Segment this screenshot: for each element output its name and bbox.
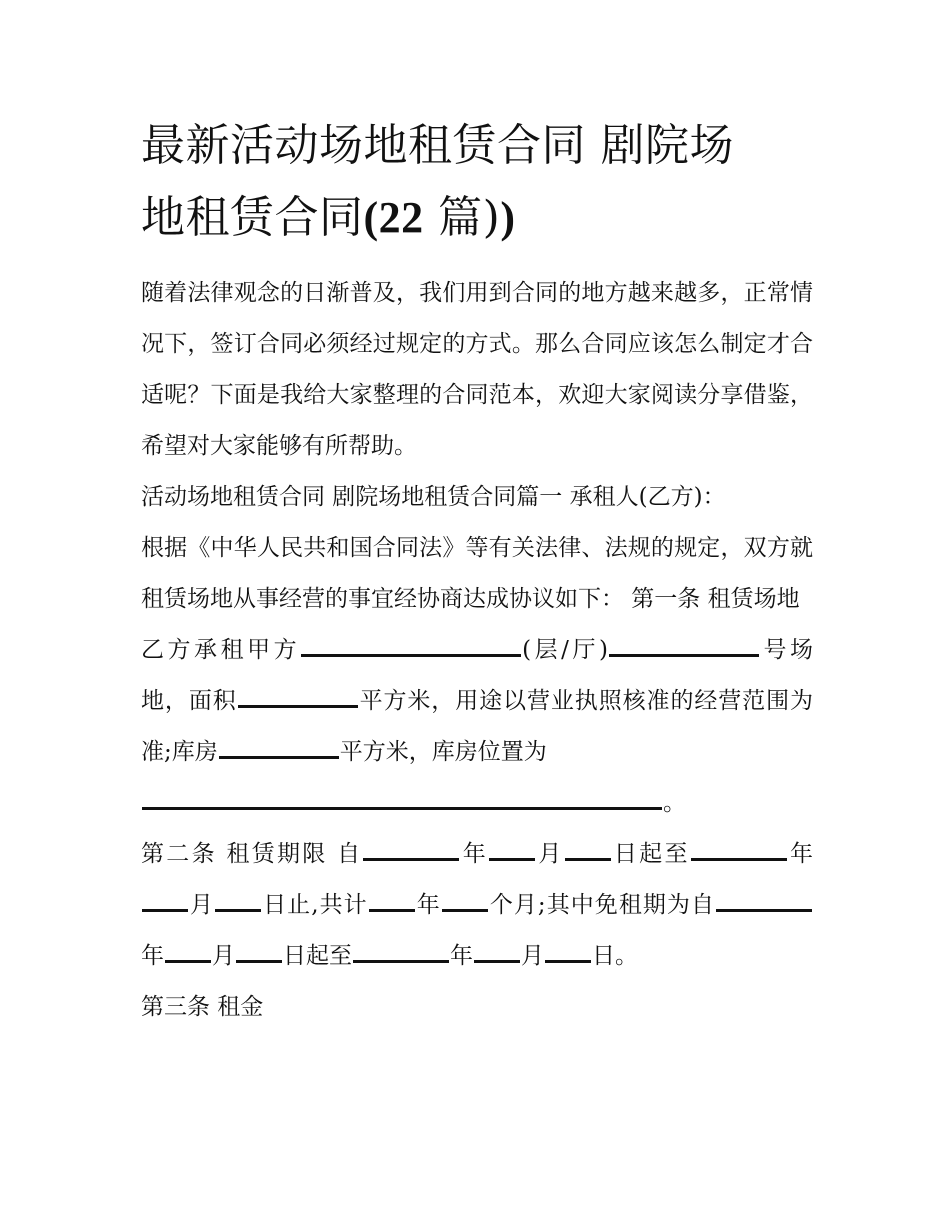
title-count-suffix: 篇) (423, 192, 501, 243)
title-count: (22 (363, 193, 424, 242)
blank-floor[interactable] (301, 632, 521, 657)
intro-paragraph: 随着法律观念的日渐普及，我们用到合同的地方越来越多，正常情况下，签订合同必须经过规定的方式。那么合同应该怎么制定才合适呢？下面是我给大家整理的合同范本，欢迎大家阅读分享借鉴，希望对大家能够有所帮助。 (141, 280, 813, 459)
blank-free-start-month[interactable] (165, 938, 211, 963)
blank-total-months[interactable] (442, 887, 488, 912)
document-title: 最新活动场地租赁合同 剧院场 地租赁合同(22 篇)) (141, 120, 734, 243)
blank-free-end-day[interactable] (545, 938, 591, 963)
blank-start-month[interactable] (489, 836, 535, 861)
section-heading: 活动场地租赁合同 剧院场地租赁合同篇一 承租人(乙方)： (141, 484, 726, 510)
blank-free-end-month[interactable] (474, 938, 520, 963)
clause-3-heading: 第三条 租金 (141, 994, 264, 1020)
blank-end-year[interactable] (691, 836, 787, 861)
basis-paragraph: 根据《中华人民共和国合同法》等有关法律、法规的规定，双方就租赁场地从事经营的事宜经协商达成协议如下： 第一条 租赁场地 (141, 535, 813, 612)
document-body (141, 268, 813, 1033)
blank-end-month[interactable] (142, 887, 188, 912)
title-line-2: 地租赁合同 (141, 192, 364, 243)
clause-2-paragraph: 第二条 租赁期限 自 年 月 日起至 年月 日止,共计 年 个月;其中免租期为自年 月 日起至 年 月 日。 (141, 829, 813, 982)
blank-storage-area[interactable] (219, 734, 339, 759)
blank-free-start-day[interactable] (236, 938, 282, 963)
blank-end-day[interactable] (215, 887, 261, 912)
blank-area[interactable] (238, 683, 358, 708)
blank-storage-location[interactable] (142, 785, 662, 810)
document-page (141, 110, 813, 1033)
clause-1-paragraph: 乙方承租甲方 (层/厅) 号场地，面积 平方米，用途以营业执照核准的经营范围为准;库房 平方米，库房位置为 。 (141, 625, 813, 829)
blank-total-years[interactable] (369, 887, 415, 912)
blank-start-day[interactable] (565, 836, 611, 861)
blank-site-number[interactable] (609, 632, 759, 657)
blank-free-start-year[interactable] (716, 887, 812, 912)
blank-start-year[interactable] (363, 836, 459, 861)
title-line-1: 最新活动场地租赁合同 剧院场 (141, 120, 734, 171)
blank-free-end-year[interactable] (353, 938, 449, 963)
